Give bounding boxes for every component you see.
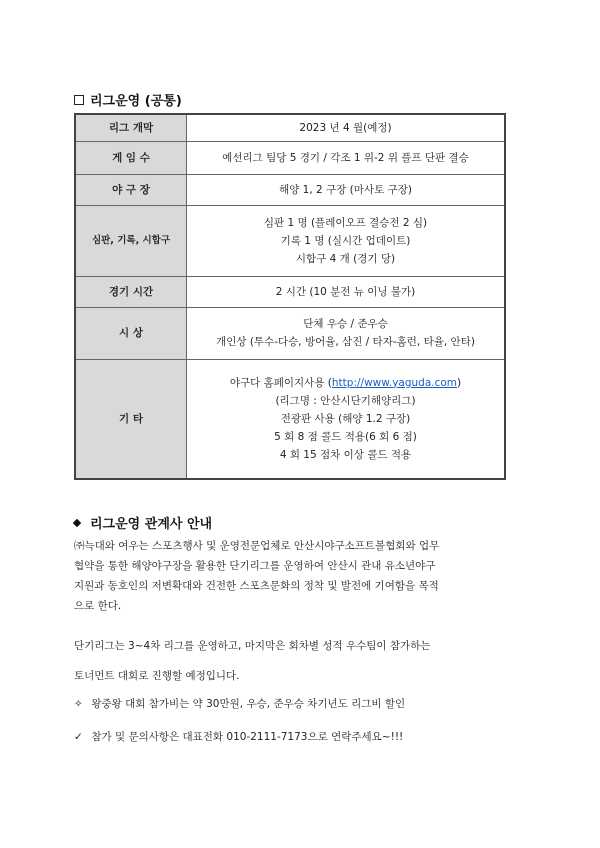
row-label: 게 임 수 [75,141,187,174]
checkmark-icon: ✓ [74,731,83,743]
paragraph-line: 지원과 동호인의 저변확대와 건전한 스포츠문화의 정착 및 발전에 기여함을 목적 [74,580,439,592]
value-line: 2 시간 (10 분전 뉴 이닝 불가) [275,285,416,298]
value-line: 5 회 8 점 콜드 적용(6 회 6 점) [274,430,417,443]
paragraph-schedule [74,631,534,691]
value-line: 기록 1 명 (실시간 업데이트) [280,234,411,247]
row-value [187,114,506,141]
value-text: 야구다 홈페이지사용 ( [229,376,332,389]
bullet-item-contact [74,728,534,746]
bullet-text: 왕중왕 대회 참가비는 약 30만원, 우승, 준우승 차기년도 리그비 할인 [91,698,406,710]
value-text: ) [457,376,462,389]
section-title-text: 리그운영 (공통) [90,94,182,109]
row-value [187,276,506,307]
row-label: 리그 개막 [75,114,187,141]
row-value [187,174,506,205]
value-line: 단체 우승 / 준우승 [303,318,388,330]
table-row [75,174,505,205]
value-line: 전광판 사용 (해양 1.2 구장) [280,412,411,425]
league-info-table [74,113,506,480]
paragraph-line: ㈜늑대와 여우는 스포츠행사 및 운영전문업체로 안산시야구소프트볼협회와 업무 [74,540,440,552]
row-label: 시 상 [75,307,187,359]
row-value [187,359,506,479]
table-row [75,276,505,307]
homepage-link[interactable]: http://www.yaguda.com [331,376,458,389]
paragraph-line: 토너먼트 대회로 진행할 예정입니다. [74,670,240,682]
checkbox-icon [74,95,84,105]
row-value [187,205,506,276]
section-title-text: 리그운영 관계사 안내 [90,517,213,532]
row-value [187,307,506,359]
value-line [187,374,504,392]
value-line: 개인상 (투수-다승, 방어율, 삼진 / 타자-홈런, 타율, 안타) [216,336,475,348]
sparkle-icon: ✧ [74,698,83,710]
row-value [187,141,506,174]
value-line: (리그명 : 안산시단기해양리그) [275,394,416,407]
value-line: 시합구 4 개 (경기 당) [295,252,396,265]
table-row [75,307,505,359]
section-title-league-operation [74,90,182,109]
value-line: 예선리그 팀당 5 경기 / 각조 1 위-2 위 플프 단판 결승 [222,151,469,164]
bullet-text: 참가 및 문의사항은 대표전화 010-2111-7173으로 연락주세요~!!! [91,731,404,743]
bullet-item-fee [74,695,534,713]
value-line: 해양 1, 2 구장 (마사토 구장) [279,183,412,196]
paragraph-line: 협약을 통한 해양야구장을 활용한 단기리그를 운영하여 안산시 관내 유소년야구 [74,560,436,572]
table-row [75,141,505,174]
table-row [75,205,505,276]
section-title-partner [74,513,212,532]
value-line: 2023 년 4 월(예정) [299,121,392,134]
paragraph-intro [74,536,534,616]
value-line: 4 회 15 점차 이상 콜드 적용 [279,448,412,461]
row-label: 경기 시간 [75,276,187,307]
row-label: 야 구 장 [75,174,187,205]
paragraph-line: 단기리그는 3~4차 리그를 운영하고, 마지막은 회차별 성적 우수팀이 참가하는 [74,640,431,652]
table-row [75,114,505,141]
paragraph-line: 으로 한다. [74,600,122,612]
value-line: 심판 1 명 (플레이오프 결승전 2 심) [263,216,428,229]
row-label: 심판, 기록, 시합구 [75,205,187,276]
row-label: 기 타 [75,359,187,479]
table-row [75,359,505,479]
diamond-bullet-icon [73,518,81,526]
